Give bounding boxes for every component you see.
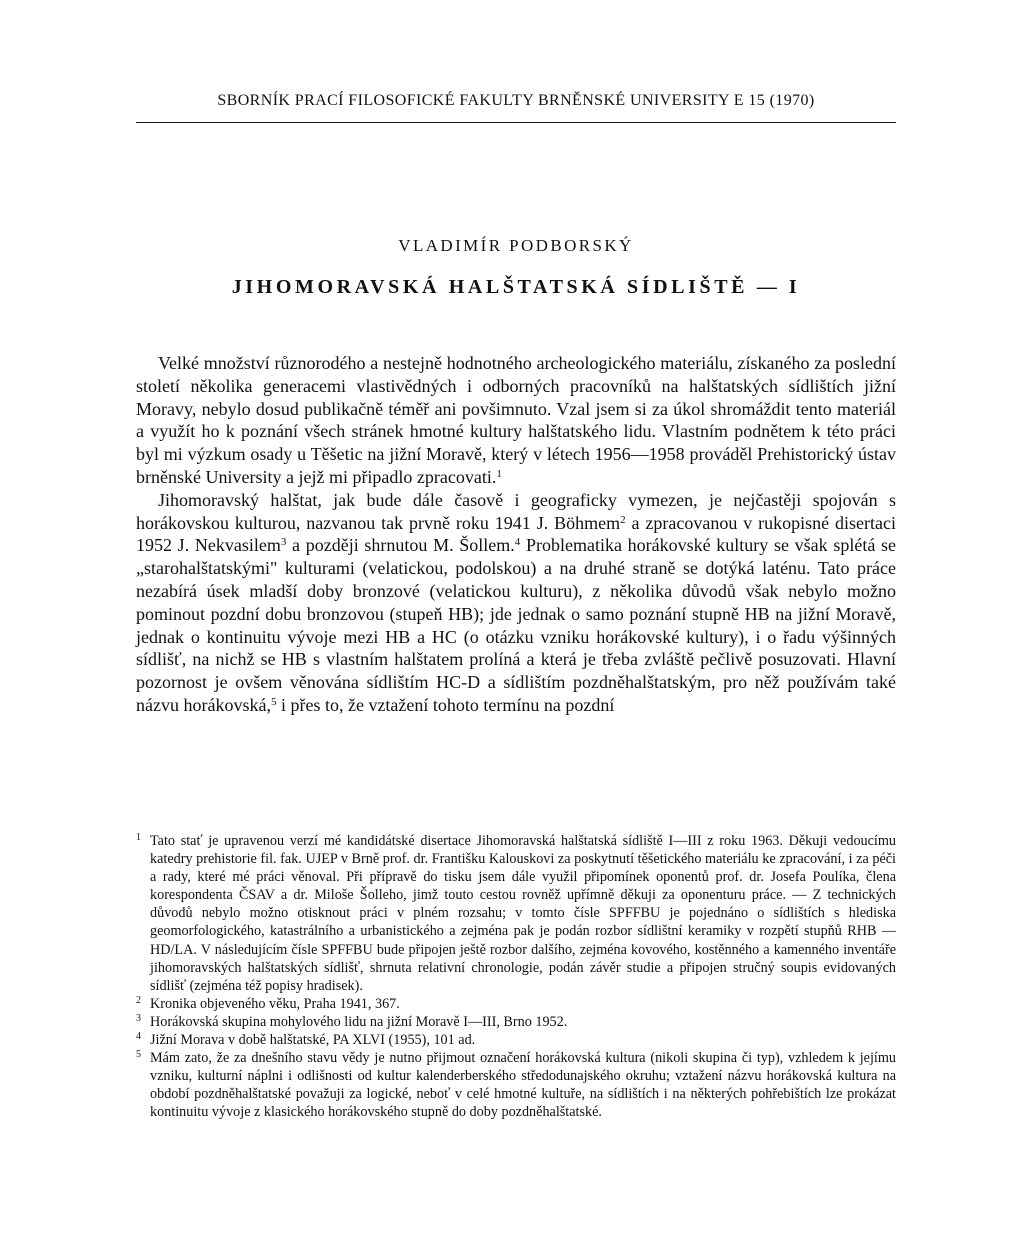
footnote (136, 1013, 896, 1031)
paragraph-text: i přes to, že vztažení tohoto termínu na pozdní (276, 694, 615, 715)
footnote-text: Mám zato, že za dnešního stavu vědy je nutno přijmout označení horákovská kultura (nikoli skupina či typ), vzhledem k jejímu vzniku, kulturní náplni i odlišnosti od kultur kalenderberského středodunajského okruhu; vztažení názvu horákovská kultura na období pozdněhalštatské považuji za logické, neboť v celé hmotné kultuře, na sídlištích i na některých pohřebištích lze prokázat kontinuitu vývoje z klasického horákovského stupně do doby pozdněhalštatské. (150, 1050, 896, 1121)
footnote-text: Jižní Morava v době halštatské, PA XLVI (1955), 101 ad. (150, 1032, 476, 1049)
journal-page (136, 0, 896, 1235)
article-author: VLADIMÍR PODBORSKÝ (398, 236, 634, 255)
footnote-text: Horákovská skupina mohylového lidu na jižní Moravě I—III, Brno 1952. (150, 1013, 568, 1030)
article-title: JIHOMORAVSKÁ HALŠTATSKÁ SÍDLIŠTĚ — I (231, 276, 801, 298)
footnote-number: 4 (136, 1031, 141, 1043)
footnote-number: 3 (136, 1012, 141, 1024)
footnote (136, 1049, 896, 1121)
footnote-reference: 3 (280, 536, 287, 549)
paragraph-text: Velké množství různorodého a nestejně hodnotného archeologického materiálu, získaného za poslední století několika generacemi vlastivědných i odborných pracovníků na halštatských sídlištích jižní Moravy, nebylo dosud publikačně téměř ani povšimnuto. Vzal jsem si za úkol shromáždit tento materiál a využít ho k poznání všech stránek hmotné kultury halštatského lidu. Vlastním podnětem k této práci byl mi výzkum osady u Těšetic na jižní Moravě, který v létech 1956—1958 prováděl Prehistorický ústav brněnské University a jejž mi připadlo zpracovati. (136, 353, 896, 487)
body-paragraph (136, 352, 896, 489)
header-rule (136, 122, 896, 123)
footnote (136, 995, 896, 1013)
footnote-number: 5 (136, 1049, 141, 1061)
footnote-reference: 2 (620, 513, 626, 526)
footnote-reference: 4 (514, 536, 521, 549)
footnote (136, 1031, 896, 1049)
footnote-reference: 5 (270, 695, 277, 708)
paragraph-text: Jihomoravský halštat, jak bude dále časově i geograficky vymezen, je nejčastěji spojován s horákovskou kulturou, nazvanou tak prvně roku 1941 J. Böhmem (136, 489, 896, 533)
footnote-text: Kronika objeveného věku, Praha 1941, 367. (150, 995, 400, 1012)
footnote-number: 2 (136, 994, 141, 1006)
paragraph-text: Problematika horákovské kultury se však splétá se „starohalštatskými" kulturami (velatickou, podolskou) a na druhé straně se dotýká laténu. Tato práce nezabírá úsek mladší doby bronzové (velatickou kulturu), z několika důvodů však nebylo možno pominout pozdní dobu bronzovou (stupeň HB); jde jednak o samo poznání stupně HB na jižní Moravě, jednak o kontinuitu vývoje mezi HB a HC (o otázku vzniku horákovské kultury), i o řadu výšinných sídlišť, na nichž se HB s vlastním halštatem prolíná a která je třeba zvláště pečlivě posuzovati. Hlavní pozornost je ovšem věnována sídlištím HC-D a sídlištím pozdněhalštatským, pro něž používám také názvu horákovská, (136, 535, 897, 715)
footnote-text: Tato stať je upravenou verzí mé kandidátské disertace Jihomoravská halštatská sídliště I—III z roku 1963. Děkuji vedoucímu katedry prehistorie fil. fak. UJEP v Brně prof. dr. Františku Kalouskovi za poskytnutí těšetického materiálu ke zpracování, i za péči a rady, které mé práci věnoval. Při přípravě do tisku jsem dále využil připomínek oponentů prof. dr. Josefa Poulíka, člena korespondenta ČSAV a dr. Miloše Šolleho, jimž touto cestou rovněž upřímně děkuji za oponenturu práce. — Z technických důvodů nebylo možno otisknout práci v plném rozsahu; v tomto čísle SPFFBU je pojednáno o sídlištích s hlediska geomorfologického, katastrálního a urbanistického a zejména pak je podán rozbor sídlištní keramiky v rozpětí stupňů RHB — HD/LA. V následujícím čísle SPFFBU bude připojen ještě rozbor dalšího, zejména kovového, kostěnného a kamenného inventáře jihomoravských halštatských sídlišť, shrnuta relativní chronologie, podán závěr studie a připojen stručný soupis evidovaných sídlišť (zejména též popisy hradisek). (150, 833, 896, 994)
footnote-number: 1 (136, 832, 141, 843)
body-paragraph (136, 489, 896, 717)
running-head: SBORNÍK PRACÍ FILOSOFICKÉ FAKULTY BRNĚNSKÉ UNIVERSITY E 15 (1970) (217, 92, 815, 109)
paragraph-text: a zpracovanou v rukopisné disertaci 1952 J. Nekvasilem (136, 512, 896, 556)
footnotes (136, 832, 896, 1122)
article-body (136, 352, 896, 717)
footnote (136, 832, 896, 995)
footnote-reference: 1 (496, 467, 502, 480)
paragraph-text: a později shrnutou M. Šollem. (286, 535, 515, 556)
